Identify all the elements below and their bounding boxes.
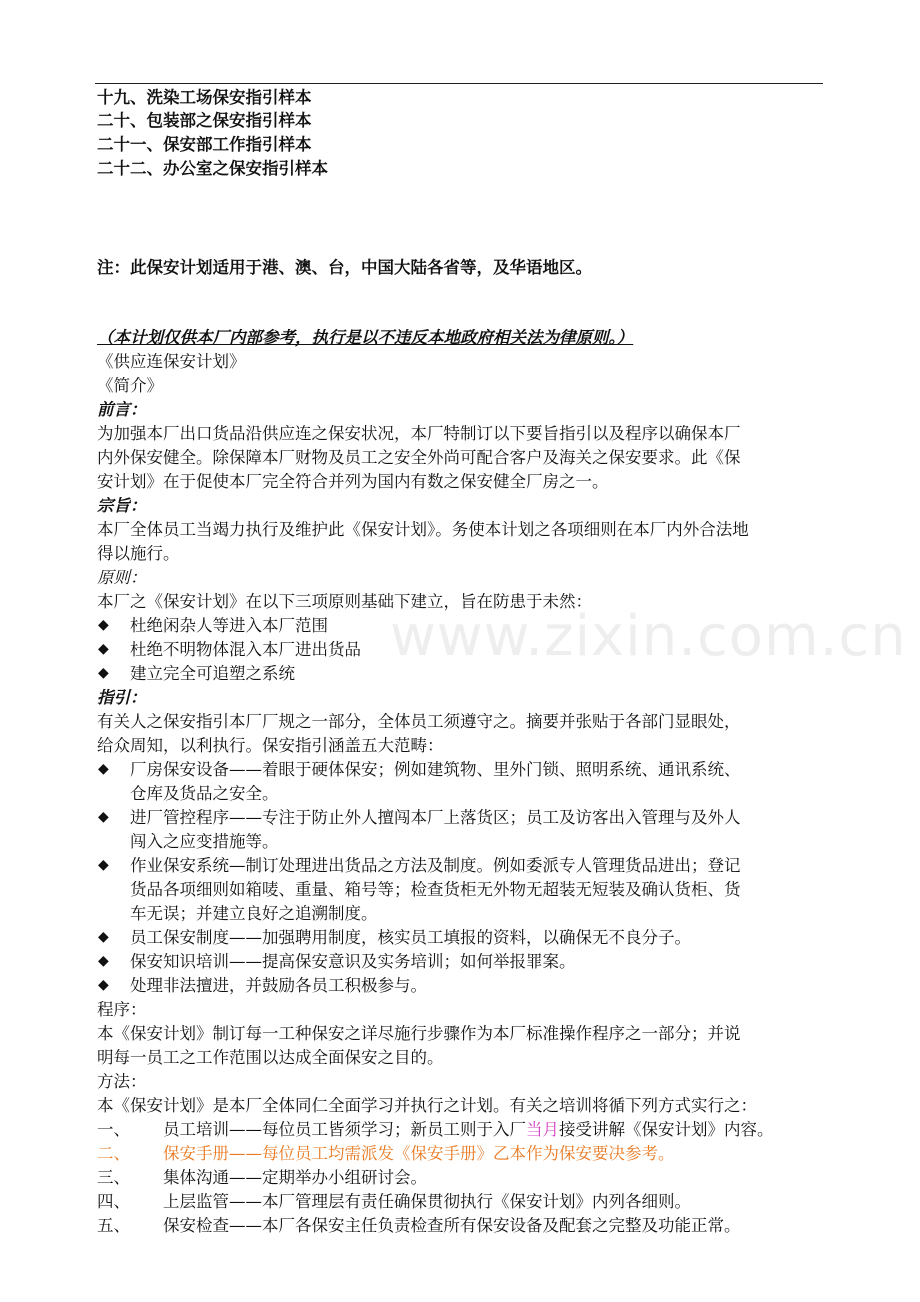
preface-line: 安计划》在于促使本厂完全符合并列为国内有数之保安健全厂房之一。 [97,472,609,491]
method-item-number: 五、 [97,1216,130,1235]
principle-bullet: 杜绝不明物体混入本厂进出货品 [130,640,361,659]
method-item-number: 二、 [97,1144,130,1163]
method-item-highlighted: 保安手册——每位员工均需派发《保安手册》乙本作为保安要决参考。 [163,1144,675,1163]
procedure-heading: 程序： [97,1000,147,1019]
guide-bullet-line: 货品各项细则如箱唛、重量、箱号等；检查货柜无外物无超装无短装及确认货柜、货 [130,880,741,899]
guide-bullet-line: 车无误；并建立良好之追溯制度。 [130,904,378,923]
guide-bullet-line: 处理非法擅进，并鼓励各员工积极参与。 [130,976,427,995]
purpose-heading: 宗旨： [97,496,147,515]
note: 注：此保安计划适用于港、澳、台，中国大陆各省等，及华语地区。 [97,258,592,277]
method-item-number: 一、 [97,1120,130,1139]
procedure-line: 本《保安计划》制订每一工种保安之详尽施行步骤作为本厂标准操作程序之一部分；并说 [97,1024,741,1043]
toc-item: 二十、包装部之保安指引样本 [97,111,312,130]
method-item-text: 员工培训——每位员工皆须学习；新员工则于入厂 [163,1120,526,1139]
method-item-number: 三、 [97,1168,130,1187]
guide-bullet-line: 员工保安制度——加强聘用制度，核实员工填报的资料，以确保无不良分子。 [130,928,691,947]
highlight-text: 当月 [526,1120,559,1139]
guide-heading: 指引： [97,688,147,707]
purpose-line: 本厂全体员工当竭力执行及维护此《保安计划》。务使本计划之各项细则在本厂内外合法地 [97,520,749,539]
toc-item: 二十一、保安部工作指引样本 [97,135,312,154]
method-item-number: 四、 [97,1192,130,1211]
principle-bullet: 建立完全可追塑之系统 [130,664,295,683]
principle-heading: 原则： [97,568,147,587]
guide-bullet-line: 厂房保安设备——着眼于硬体保安；例如建筑物、里外门锁、照明系统、通讯系统、 [130,760,741,779]
diamond-bullet-icon: ◆ [98,929,109,945]
watermark: www.zixin.com.cn [390,604,907,669]
method-intro: 本《保安计划》是本厂全体同仁全面学习并执行之计划。有关之培训将循下列方式实行之： [97,1096,757,1115]
preface-line: 内外保安健全。除保障本厂财物及员工之安全外尚可配合客户及海关之保安要求。此《保 [97,448,741,467]
disclaimer: （本计划仅供本厂内部参考，执行是以不违反本地政府相关法为律原则。） [97,328,634,347]
method-item: 集体沟通——定期举办小组研讨会。 [163,1168,427,1187]
preface-line: 为加强本厂出口货品沿供应连之保安状况，本厂特制订以下要旨指引以及程序以确保本厂 [97,424,741,443]
method-heading: 方法： [97,1072,147,1091]
method-item [163,1118,833,1141]
diamond-bullet-icon: ◆ [98,857,109,873]
principle-bullet: 杜绝闲杂人等进入本厂范围 [130,616,328,635]
diamond-bullet-icon: ◆ [98,809,109,825]
doc-title: 《供应连保安计划》 [97,352,246,371]
diamond-bullet-icon: ◆ [98,761,109,777]
method-item-text: 接受讲解《保安计划》内容。 [559,1120,774,1139]
guide-bullet-line: 仓库及货品之安全。 [130,784,279,803]
guide-line: 有关人之保安指引本厂厂规之一部分，全体员工须遵守之。摘要并张贴于各部门显眼处， [97,712,741,731]
toc-item: 二十二、办公室之保安指引样本 [97,159,328,178]
method-item: 保安检查——本厂各保安主任负责检查所有保安设备及配套之完整及功能正常。 [163,1216,741,1235]
procedure-line: 明每一员工之工作范围以达成全面保安之目的。 [97,1048,444,1067]
guide-bullet-line: 作业保安系统—制订处理进出货品之方法及制度。例如委派专人管理货品进出；登记 [130,856,741,875]
guide-line: 给众周知，以利执行。保安指引涵盖五大范畴： [97,736,444,755]
diamond-bullet-icon: ◆ [98,953,109,969]
diamond-bullet-icon: ◆ [98,665,109,681]
diamond-bullet-icon: ◆ [98,617,109,633]
guide-bullet-line: 保安知识培训——提高保安意识及实务培训；如何举报罪案。 [130,952,576,971]
principle-intro: 本厂之《保安计划》在以下三项原则基础下建立，旨在防患于未然： [97,592,592,611]
toc-item: 十九、洗染工场保安指引样本 [97,88,312,107]
guide-bullet-line: 进厂管控程序——专注于防止外人擅闯本厂上落货区；员工及访客出入管理与及外人 [130,808,741,827]
diamond-bullet-icon: ◆ [98,641,109,657]
header-rule [95,83,823,84]
diamond-bullet-icon: ◆ [98,977,109,993]
purpose-line: 得以施行。 [97,544,180,563]
guide-bullet-line: 闯入之应变措施等。 [130,832,279,851]
preface-heading: 前言： [97,400,147,419]
intro-title: 《简介》 [97,376,163,395]
method-item: 上层监管——本厂管理层有责任确保贯彻执行《保安计划》内列各细则。 [163,1192,691,1211]
